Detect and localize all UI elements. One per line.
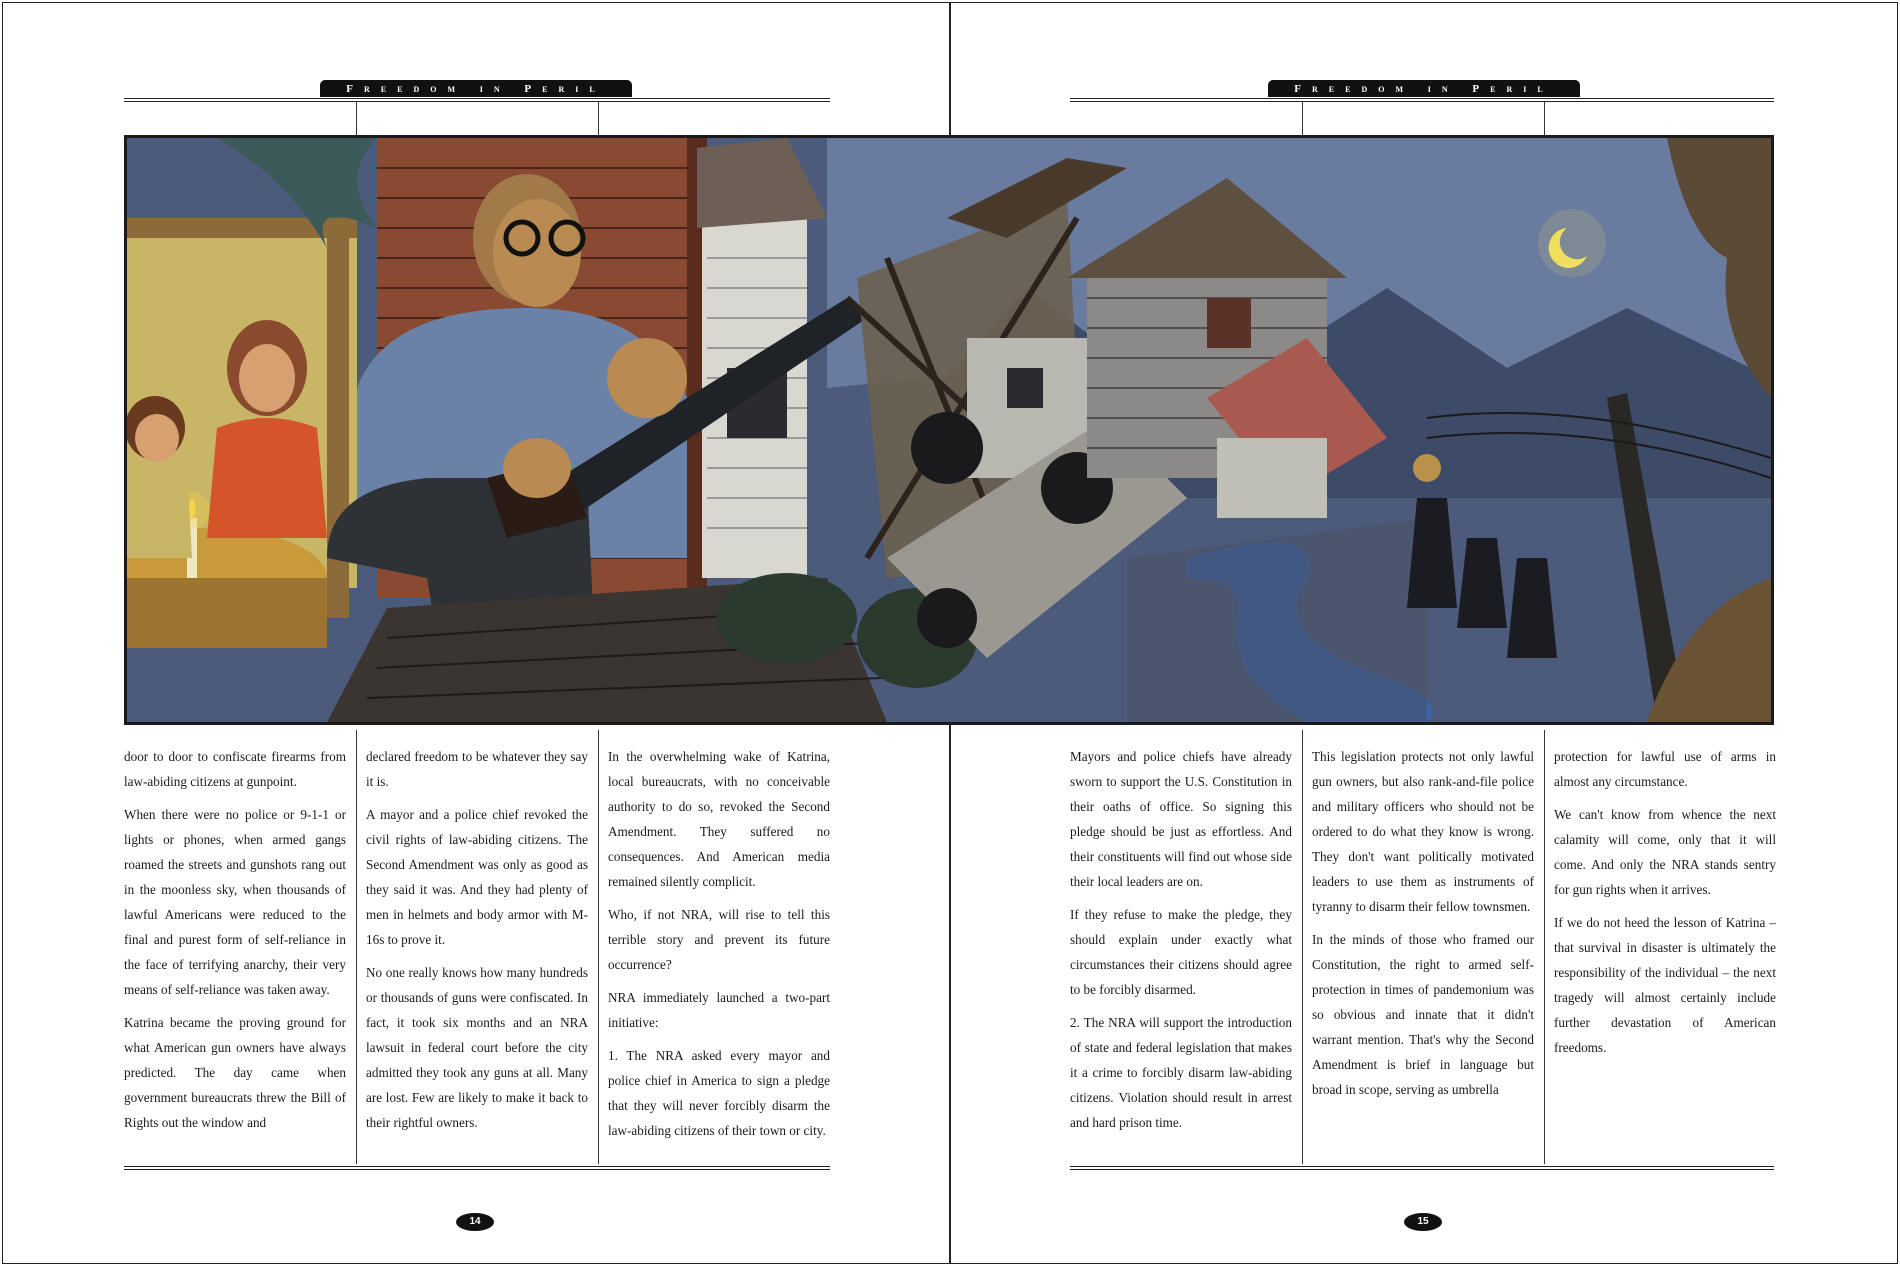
paragraph: If they refuse to make the pledge, they should explain under exactly what circumstances their citizens should agree to be forcibly disarmed. [1070,907,1292,997]
running-head-left: Freedom in Peril [320,80,632,97]
head-rule-right [1070,98,1774,102]
katrina-illustration [124,135,1774,725]
left-column-3 [608,744,830,1151]
column-divider [356,730,357,1164]
right-column-2 [1312,744,1534,1110]
column-divider [1302,730,1303,1164]
paragraph: 2. The NRA will support the introduction of state and federal legislation that makes it a crime to forcibly disarm law-abiding citizens. Violation should result in arrest and hard prison time. [1070,1015,1292,1130]
foot-rule-right [1070,1166,1774,1170]
paragraph: Mayors and police chiefs have already sworn to support the U.S. Constitution in their oaths of office. So signing this pledge should be just as effortless. And their constituents will find out whose side their local leaders are on. [1070,749,1292,889]
page-number-left: 14 [456,1213,494,1231]
paragraph: In the overwhelming wake of Katrina, local bureaucrats, with no conceivable authority to do so, revoked the Second Amendment. They suffered no consequences. And American media remained silently complicit. [608,749,830,889]
running-head-right: Freedom in Peril [1268,80,1580,97]
column-divider [356,102,357,135]
paragraph: If we do not heed the lesson of Katrina – that survival in disaster is ultimately the responsibility of the individual – the next tragedy will almost certainly include further devastation of American freedoms. [1554,915,1776,1055]
column-divider [1544,730,1545,1164]
paragraph: door to door to confiscate firearms from law-abiding citizens at gunpoint. [124,749,346,789]
paragraph: 1. The NRA asked every mayor and police chief in America to sign a pledge that they will never forcibly disarm the law-abiding citizens of their town or city. [608,1048,830,1138]
paragraph: This legislation protects not only lawful gun owners, but also rank-and-file police and military officers who should not be ordered to do what they know is wrong. They don't want politically motivated leaders to use them as instruments of tyranny to disarm their fellow townsmen. [1312,749,1534,914]
paragraph: NRA immediately launched a two-part initiative: [608,990,830,1030]
paragraph: protection for lawful use of arms in almost any circumstance. [1554,749,1776,789]
right-column-1 [1070,744,1292,1143]
head-rule-left [124,98,830,102]
paragraph: No one really knows how many hundreds or thousands of guns were confiscated. In fact, it took six months and an NRA lawsuit in federal court before the city admitted they took any guns at all. Many are lost. Few are likely to make it back to their rightful owners. [366,965,588,1130]
paragraph: In the minds of those who framed our Constitution, the right to armed self-protection in times of pandemonium was so obvious and innate that it didn't warrant mention. That's why the Second Amendment is brief in language but broad in scope, serving as umbrella [1312,932,1534,1097]
paragraph: When there were no police or 9-1-1 or lights or phones, when armed gangs roamed the streets and gunshots rang out in the moonless sky, when thousands of lawful Americans were reduced to the final and purest form of self-reliance in the face of terrifying anarchy, their very means of self-reliance was taken away. [124,807,346,997]
right-column-3 [1554,744,1776,1068]
paragraph: We can't know from whence the next calamity will come, only that it will come. And only the NRA stands sentry for gun rights when it arrives. [1554,807,1776,897]
column-divider [1302,102,1303,135]
page-number-right: 15 [1404,1213,1442,1231]
paragraph: declared freedom to be whatever they say it is. [366,749,588,789]
paragraph: A mayor and a police chief revoked the civil rights of law-abiding citizens. The Second Amendment was only as good as they said it was. And they had plenty of men in helmets and body armor with M-16s to prove it. [366,807,588,947]
foot-rule-left [124,1166,830,1170]
column-divider [598,730,599,1164]
column-divider [598,102,599,135]
left-column-2 [366,744,588,1143]
paragraph: Who, if not NRA, will rise to tell this terrible story and prevent its future occurrence? [608,907,830,972]
left-column-1 [124,744,346,1143]
column-divider [1544,102,1545,135]
paragraph: Katrina became the proving ground for what American gun owners have always predicted. The day came when government bureaucrats threw the Bill of Rights out the window and [124,1015,346,1130]
